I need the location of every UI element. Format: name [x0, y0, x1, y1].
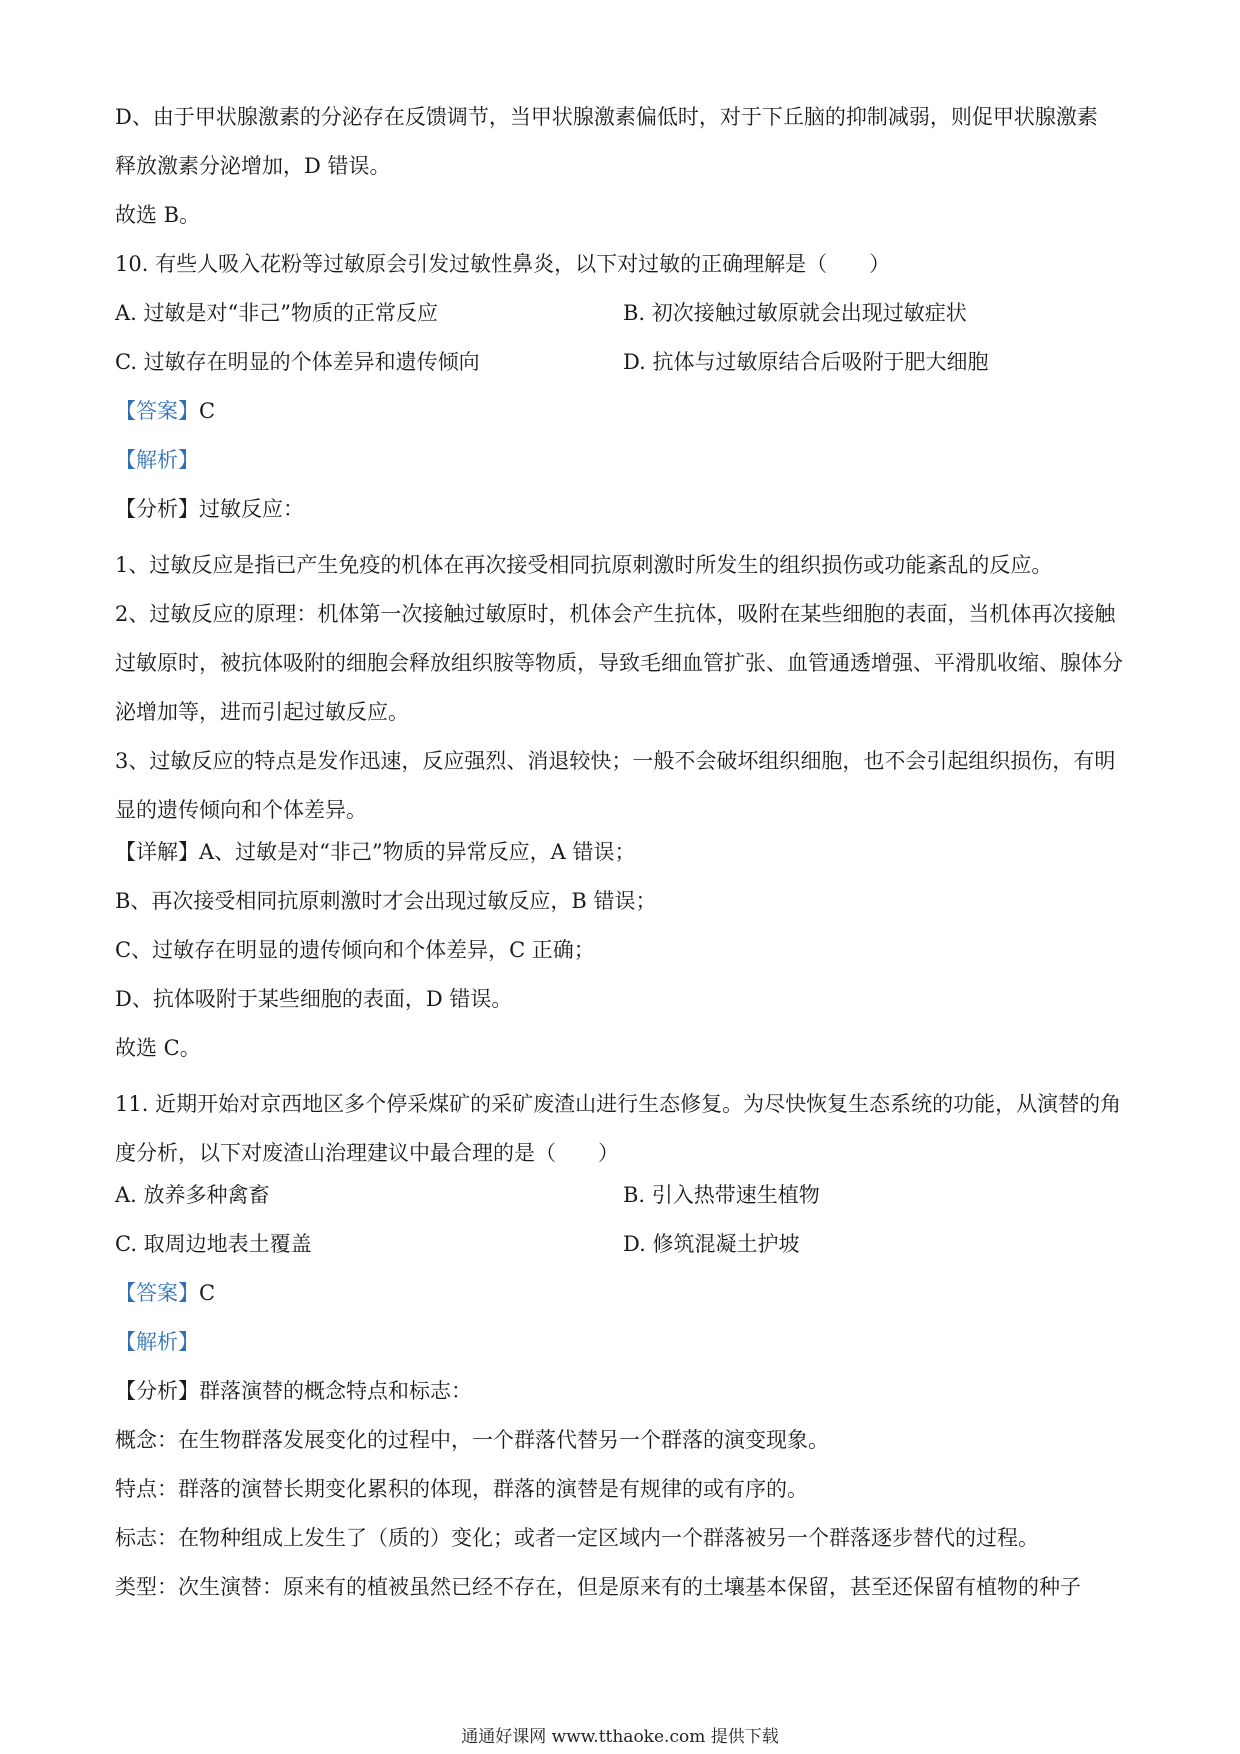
intro-conclusion: 故选 B。	[115, 203, 201, 227]
question-11-stem: 11. 近期开始对京西地区多个停采煤矿的采矿废渣山进行生态修复。为尽快恢复生态系统的功能，从演替的角度分析，以下对废渣山治理建议中最合理的是（ ）	[115, 1092, 1122, 1165]
document-body	[115, 100, 1135, 1619]
option-b: B. 初次接触过敏原就会出现过敏症状	[623, 301, 967, 325]
question-10-point-3: 3、过敏反应的特点是发作迅速，反应强烈、消退较快；一般不会破坏组织细胞，也不会引起组织损伤，有明显的遗传倾向和个体差异。	[115, 749, 1116, 822]
question-10-answer	[115, 394, 1135, 443]
question-11-concept: 概念：在生物群落发展变化的过程中，一个群落代替另一个群落的演变现象。	[115, 1428, 829, 1452]
question-10-options-row-1	[115, 296, 1135, 345]
question-11-answer	[115, 1276, 1135, 1325]
question-10-fenxi: 【分析】过敏反应：	[115, 497, 304, 521]
question-11-options-row-2	[115, 1227, 1135, 1276]
option-b: B. 引入热带速生植物	[623, 1183, 820, 1207]
option-d: D. 抗体与过敏原结合后吸附于肥大细胞	[623, 350, 989, 374]
option-d: D. 修筑混凝土护坡	[623, 1232, 800, 1256]
option-c: C. 过敏存在明显的个体差异和遗传倾向	[115, 350, 480, 374]
question-10-point-2: 2、过敏反应的原理：机体第一次接触过敏原时，机体会产生抗体，吸附在某些细胞的表面，当机体再次接触过敏原时，被抗体吸附的细胞会释放组织胺等物质，导致毛细血管扩张、血管通透增强、平滑肌收缩、腺体分泌增加等，进而引起过敏反应。	[115, 602, 1123, 724]
intro-line-2: 释放激素分泌增加，D 错误。	[115, 154, 391, 178]
question-10-point-1: 1、过敏反应是指已产生免疫的机体在再次接受相同抗原刺激时所发生的组织损伤或功能紊乱的反应。	[115, 553, 1053, 577]
answer-tag: 【答案】	[115, 399, 199, 423]
question-11-feature: 特点：群落的演替长期变化累积的体现，群落的演替是有规律的或有序的。	[115, 1477, 808, 1501]
question-11-type: 类型：次生演替：原来有的植被虽然已经不存在，但是原来有的土壤基本保留，甚至还保留有植物的种子	[115, 1575, 1081, 1599]
question-10-detail-c: C、过敏存在明显的遗传倾向和个体差异，C 正确；	[115, 938, 595, 962]
question-11-analysis-tag: 【解析】	[115, 1330, 199, 1354]
intro-line-1: D、由于甲状腺激素的分泌存在反馈调节，当甲状腺激素偏低时，对于下丘脑的抑制减弱，则促甲状腺激素	[115, 105, 1098, 129]
option-a: A. 过敏是对“非己”物质的正常反应	[115, 301, 438, 325]
question-11-fenxi: 【分析】群落演替的概念特点和标志：	[115, 1379, 472, 1403]
question-10-detail-b: B、再次接受相同抗原刺激时才会出现过敏反应，B 错误；	[115, 889, 657, 913]
option-c: C. 取周边地表土覆盖	[115, 1232, 312, 1256]
question-10-conclusion: 故选 C。	[115, 1036, 201, 1060]
question-10-analysis-tag: 【解析】	[115, 448, 199, 472]
question-11-options-row-1	[115, 1178, 1135, 1227]
question-10-detail-a: 【详解】A、过敏是对“非己”物质的异常反应，A 错误；	[115, 840, 636, 864]
question-10-stem: 10. 有些人吸入花粉等过敏原会引发过敏性鼻炎，以下对过敏的正确理解是（ ）	[115, 252, 891, 276]
answer-value: C	[199, 399, 216, 423]
page-footer: 通通好课网 www.tthaoke.com 提供下载	[461, 1727, 779, 1747]
question-11-sign: 标志：在物种组成上发生了（质的）变化；或者一定区域内一个群落被另一个群落逐步替代的过程。	[115, 1526, 1039, 1550]
question-10-options-row-2	[115, 345, 1135, 394]
answer-value: C	[199, 1281, 216, 1305]
answer-tag: 【答案】	[115, 1281, 199, 1305]
option-a: A. 放养多种禽畜	[115, 1183, 270, 1207]
question-10-detail-d: D、抗体吸附于某些细胞的表面，D 错误。	[115, 987, 513, 1011]
